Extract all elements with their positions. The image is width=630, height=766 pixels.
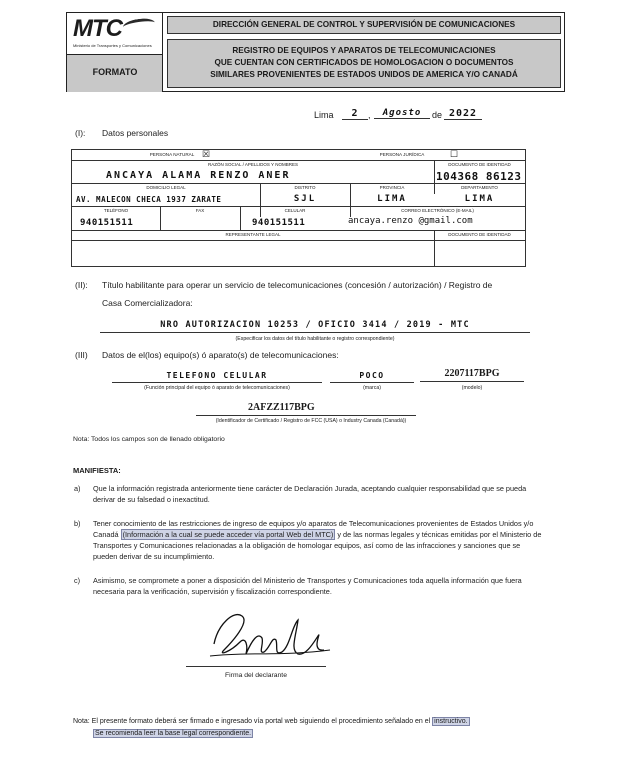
formato-box	[67, 55, 163, 92]
cert-value[interactable]: 2AFZZ117BPG	[196, 402, 416, 416]
rep-doc-label: DOCUMENTO DE IDENTIDAD	[448, 232, 511, 237]
signature-label: Firma del declarante	[225, 672, 287, 679]
main-title-line3: SIMILARES PROVENIENTES DE ESTADOS UNIDOS DE AMERICA Y/O CANADÁ	[210, 70, 518, 79]
main-title-line2: QUE CUENTAN CON CERTIFICADOS DE HOMOLOGACION O DOCUMENTOS	[214, 58, 514, 67]
note-required: Nota: Todos los campos son de llenado obligatorio	[73, 436, 225, 443]
modelo-value[interactable]: 2207117BPG	[420, 368, 524, 382]
clause-a-text: Que la información registrada anteriormente tiene carácter de Declaración Jurada, aceptando cualquier responsabilidad que se pueda derivar de su falsedad o inexactitud.	[93, 484, 527, 504]
provincia-label: PROVINCIA	[379, 185, 405, 190]
main-title-box	[167, 39, 561, 88]
funcion-caption: (Función principal del equipo ó aparato de telecomunicaciones)	[144, 385, 290, 391]
section3-number: (III)	[75, 350, 88, 360]
date-de: de	[432, 110, 443, 120]
footer-note	[73, 716, 553, 728]
section1-title: Datos personales	[102, 128, 169, 138]
marca-value[interactable]: POCO	[330, 371, 414, 383]
section3-title: Datos de el(los) equipo(s) ó aparato(s) de telecomunicaciones:	[102, 350, 339, 360]
marca-caption: (marca)	[363, 385, 381, 391]
persona-juridica-label: PERSONA JURÍDICA	[379, 152, 425, 157]
funcion-value[interactable]: TELEFONO CELULAR	[112, 371, 322, 383]
celular-value[interactable]: 940151511	[252, 218, 306, 228]
date-month: Agosto	[374, 108, 430, 119]
email-value[interactable]: ancaya.renzo @gmail.com	[348, 216, 473, 226]
date-sep: ,	[368, 110, 371, 120]
signature-scribble	[206, 606, 336, 666]
date-prefix: Lima	[314, 110, 334, 120]
persona-juridica-checkbox[interactable]: ☐	[450, 149, 459, 159]
mtc-logo: MTC	[73, 15, 122, 42]
departamento-label: DEPARTAMENTO	[461, 185, 498, 190]
logo-box	[67, 13, 163, 55]
section1-number: (I):	[75, 128, 86, 138]
manifiesta-title: MANIFIESTA:	[73, 466, 121, 475]
instructivo-link[interactable]: instructivo.	[434, 718, 468, 725]
cert-caption: (Identificador de Certificado / Registro de FCC (USA) o Industry Canada (Canadá))	[215, 418, 407, 424]
clause-b-text-2: y de las normas legales y técnicas emitidas por el Ministerio de Transportes y Comunicaciones relacionadas a la obligación de homologar equipos, así como de las infracciones y sanciones que se pueden derivar de su incumplimiento.	[93, 530, 542, 561]
clause-b-letter: b)	[74, 519, 81, 528]
clause-b-text	[93, 518, 545, 562]
top-title-box	[167, 16, 561, 34]
domicilio-value[interactable]: AV. MALECON CHECA 1937 ZARATE	[76, 195, 222, 204]
footer-text: Nota: El presente formato deberá ser firmado e ingresado vía portal web siguiendo el procedimiento señalado en el	[73, 718, 433, 725]
name-value[interactable]: ANCAYA ALAMA RENZO ANER	[106, 170, 291, 181]
date-line	[314, 108, 484, 122]
header-frame	[66, 12, 565, 92]
modelo-caption: (modelo)	[461, 385, 483, 391]
fax-label: FAX	[195, 208, 205, 213]
domicilio-label: DOMICILIO LEGAL	[146, 185, 186, 190]
distrito-label: DISTRITO	[294, 185, 316, 190]
personal-data-table	[71, 149, 526, 267]
documento-label: DOCUMENTO DE IDENTIDAD	[448, 162, 511, 167]
section2-caption: (Especificar los datos del título habilitante o registro correspondiente)	[235, 336, 395, 342]
date-year: 2022	[444, 108, 482, 120]
titulo-habilitante-value[interactable]: NRO AUTORIZACION 10253 / OFICIO 3414 / 2019 - MTC	[100, 320, 530, 333]
clause-b-text-1: Tener conocimiento de las restricciones de ingreso de equipos y/o aparatos de Telecomunicaciones provenientes de Estados Unidos y/o Canadá	[93, 519, 534, 539]
mtc-portal-link[interactable]: (Información a la cual se puede acceder vía portal Web del MTC)	[122, 530, 334, 539]
rep-legal-label: REPRESENTANTE LEGAL	[225, 232, 281, 237]
celular-label: CELULAR	[284, 208, 306, 213]
persona-natural-checkbox[interactable]: ☒	[202, 149, 211, 159]
telefono-value[interactable]: 940151511	[80, 218, 134, 228]
section2-title-line2: Casa Comercializadora:	[102, 298, 193, 308]
clause-a-letter: a)	[74, 484, 81, 493]
clause-c-letter: c)	[74, 576, 81, 585]
top-title: DIRECCIÓN GENERAL DE CONTROL Y SUPERVISIÓN DE COMUNICACIONES	[212, 20, 516, 29]
document-value[interactable]: 104368 86123	[436, 170, 522, 183]
logo-subtext: Ministerio de Transportes y Comunicaciones	[73, 43, 152, 48]
provincia-value[interactable]: LIMA	[377, 194, 407, 204]
email-label: CORREO ELECTRÓNICO (E-MAIL)	[401, 208, 474, 213]
footer-note-2	[93, 728, 253, 740]
main-title-line1: REGISTRO DE EQUIPOS Y APARATOS DE TELECOMUNICACIONES	[232, 46, 496, 55]
section2-title-line1: Título habilitante para operar un servicio de telecomunicaciones (concesión / autorización) / Registro de	[102, 280, 493, 290]
distrito-value[interactable]: SJL	[293, 194, 317, 204]
section2-number: (II):	[75, 280, 88, 290]
departamento-value[interactable]: LIMA	[464, 194, 495, 204]
date-day: 2	[342, 108, 368, 120]
persona-natural-label: PERSONA NATURAL	[149, 152, 195, 157]
formato-label: FORMATO	[92, 67, 138, 77]
razon-social-label: RAZÓN SOCIAL / APELLIDOS Y NOMBRES	[208, 162, 298, 167]
telefono-label: TELÉFONO	[103, 208, 129, 213]
base-legal-link[interactable]: Se recomienda leer la base legal correspondiente.	[95, 730, 252, 737]
mtc-logo-swoosh	[122, 17, 155, 33]
clause-c-text: Asimismo, se compromete a poner a disposición del Ministerio de Transportes y Comunicaciones toda aquella información que fuera necesaria para la verificación, supervisión y fiscalización correspondiente.	[93, 576, 522, 596]
